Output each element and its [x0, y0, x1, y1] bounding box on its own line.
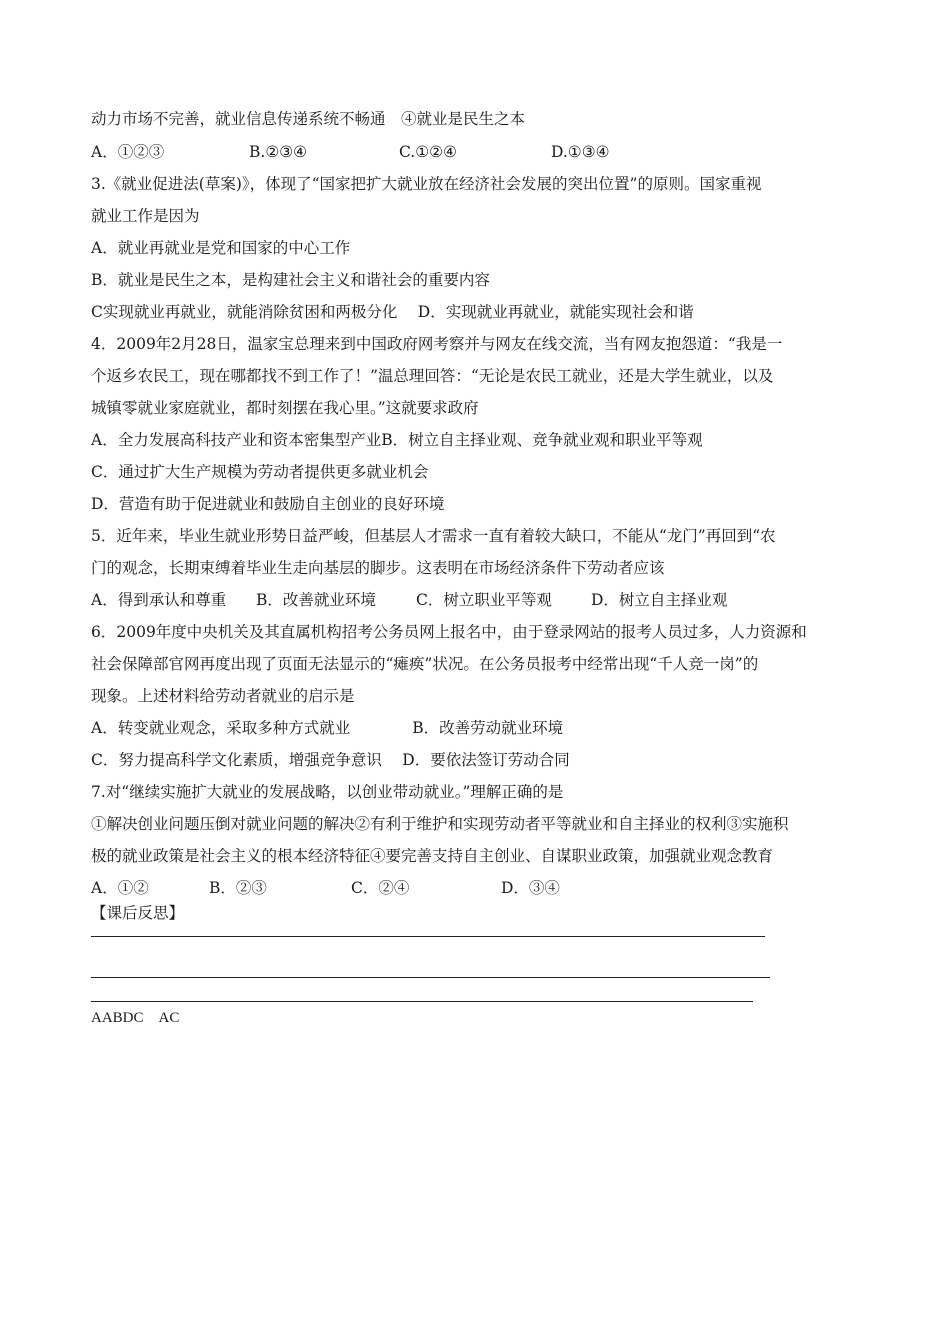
option-d: D.①③④	[551, 143, 610, 161]
answer-options-q5	[91, 590, 851, 610]
question-4-stem: 4．2009年2月28日，温家宝总理来到中国政府网考察并与网友在线交流，当有网友抱怨道：“我是一	[91, 335, 783, 353]
option-c: C．通过扩大生产规模为劳动者提供更多就业机会	[91, 463, 429, 481]
text-line: 动力市场不完善，就业信息传递系统不畅通 ④就业是民生之本	[91, 110, 526, 128]
option-b: B.②③④	[249, 143, 308, 161]
reflection-line	[91, 1001, 753, 1002]
option-cd: C实现就业再就业，就能消除贫困和两极分化 D．实现就业再就业，就能实现社会和谐	[91, 303, 694, 321]
option-c: C．②④	[351, 879, 410, 897]
option-d: D．营造有助于促进就业和鼓励自主创业的良好环境	[91, 495, 445, 513]
text-line: 就业工作是因为	[91, 207, 200, 225]
option-b: B．就业是民生之本，是构建社会主义和谐社会的重要内容	[91, 271, 490, 289]
option-ab: A．转变就业观念，采取多种方式就业 B．改善劳动就业环境	[91, 719, 564, 737]
option-cd: C．努力提高科学文化素质，增强竞争意识 D．要依法签订劳动合同	[91, 751, 570, 769]
question-5-stem: 5．近年来，毕业生就业形势日益严峻，但基层人才需求一直有着较大缺口，不能从“龙门”再回到“农	[91, 527, 776, 545]
answer-options-q2	[91, 142, 851, 162]
answer-options-q7	[91, 878, 851, 898]
option-b: B．②③	[209, 879, 267, 897]
option-a: A．①②③	[91, 143, 165, 161]
text-line: ①解决创业问题压倒对就业问题的解决②有利于维护和实现劳动者平等就业和自主择业的权利③实施积	[91, 815, 789, 833]
text-line: 现象。上述材料给劳动者就业的启示是	[91, 687, 355, 705]
reflection-line	[91, 936, 765, 937]
question-6-stem: 6．2009年度中央机关及其直属机构招考公务员网上报名中，由于登录网站的报考人员过多，人力资源和	[91, 623, 807, 641]
text-line: 门的观念，长期束缚着毕业生走向基层的脚步。这表明在市场经济条件下劳动者应该	[91, 559, 665, 577]
option-ab: A．全力发展高科技产业和资本密集型产业B．树立自主择业观、竞争就业观和职业平等观	[91, 431, 703, 449]
question-7-stem: 7.对“继续实施扩大就业的发展战略，以创业带动就业。”理解正确的是	[91, 783, 564, 801]
option-b: B．改善就业环境	[256, 591, 376, 609]
question-3-stem: 3.《就业促进法(草案)》，体现了“国家把扩大就业放在经济社会发展的突出位置”的原则。国家重视	[91, 175, 762, 193]
text-line: 社会保障部官网再度出现了页面无法显示的“瘫痪”状况。在公务员报考中经常出现“千人竞一岗”的	[91, 655, 759, 673]
text-line: 极的就业政策是社会主义的根本经济特征④要完善支持自主创业、自谋职业政策，加强就业观念教育	[91, 847, 774, 865]
text-line: 城镇零就业家庭就业，都时刻摆在我心里。”这就要求政府	[91, 399, 479, 417]
option-a: A．①②	[91, 879, 149, 897]
reflection-line	[91, 977, 770, 978]
option-d: D．③④	[501, 879, 560, 897]
answer-key: AABDC AC	[91, 1010, 180, 1026]
option-c: C．树立职业平等观	[416, 591, 552, 609]
option-a: A．得到承认和尊重	[91, 591, 227, 609]
reflection-heading: 【课后反思】	[91, 904, 185, 922]
text-line: 个返乡农民工，现在哪都找不到工作了！”温总理回答：“无论是农民工就业，还是大学生就业，以及	[91, 367, 774, 385]
option-d: D．树立自主择业观	[591, 591, 728, 609]
option-a: A．就业再就业是党和国家的中心工作	[91, 239, 351, 257]
option-c: C.①②④	[399, 143, 457, 161]
